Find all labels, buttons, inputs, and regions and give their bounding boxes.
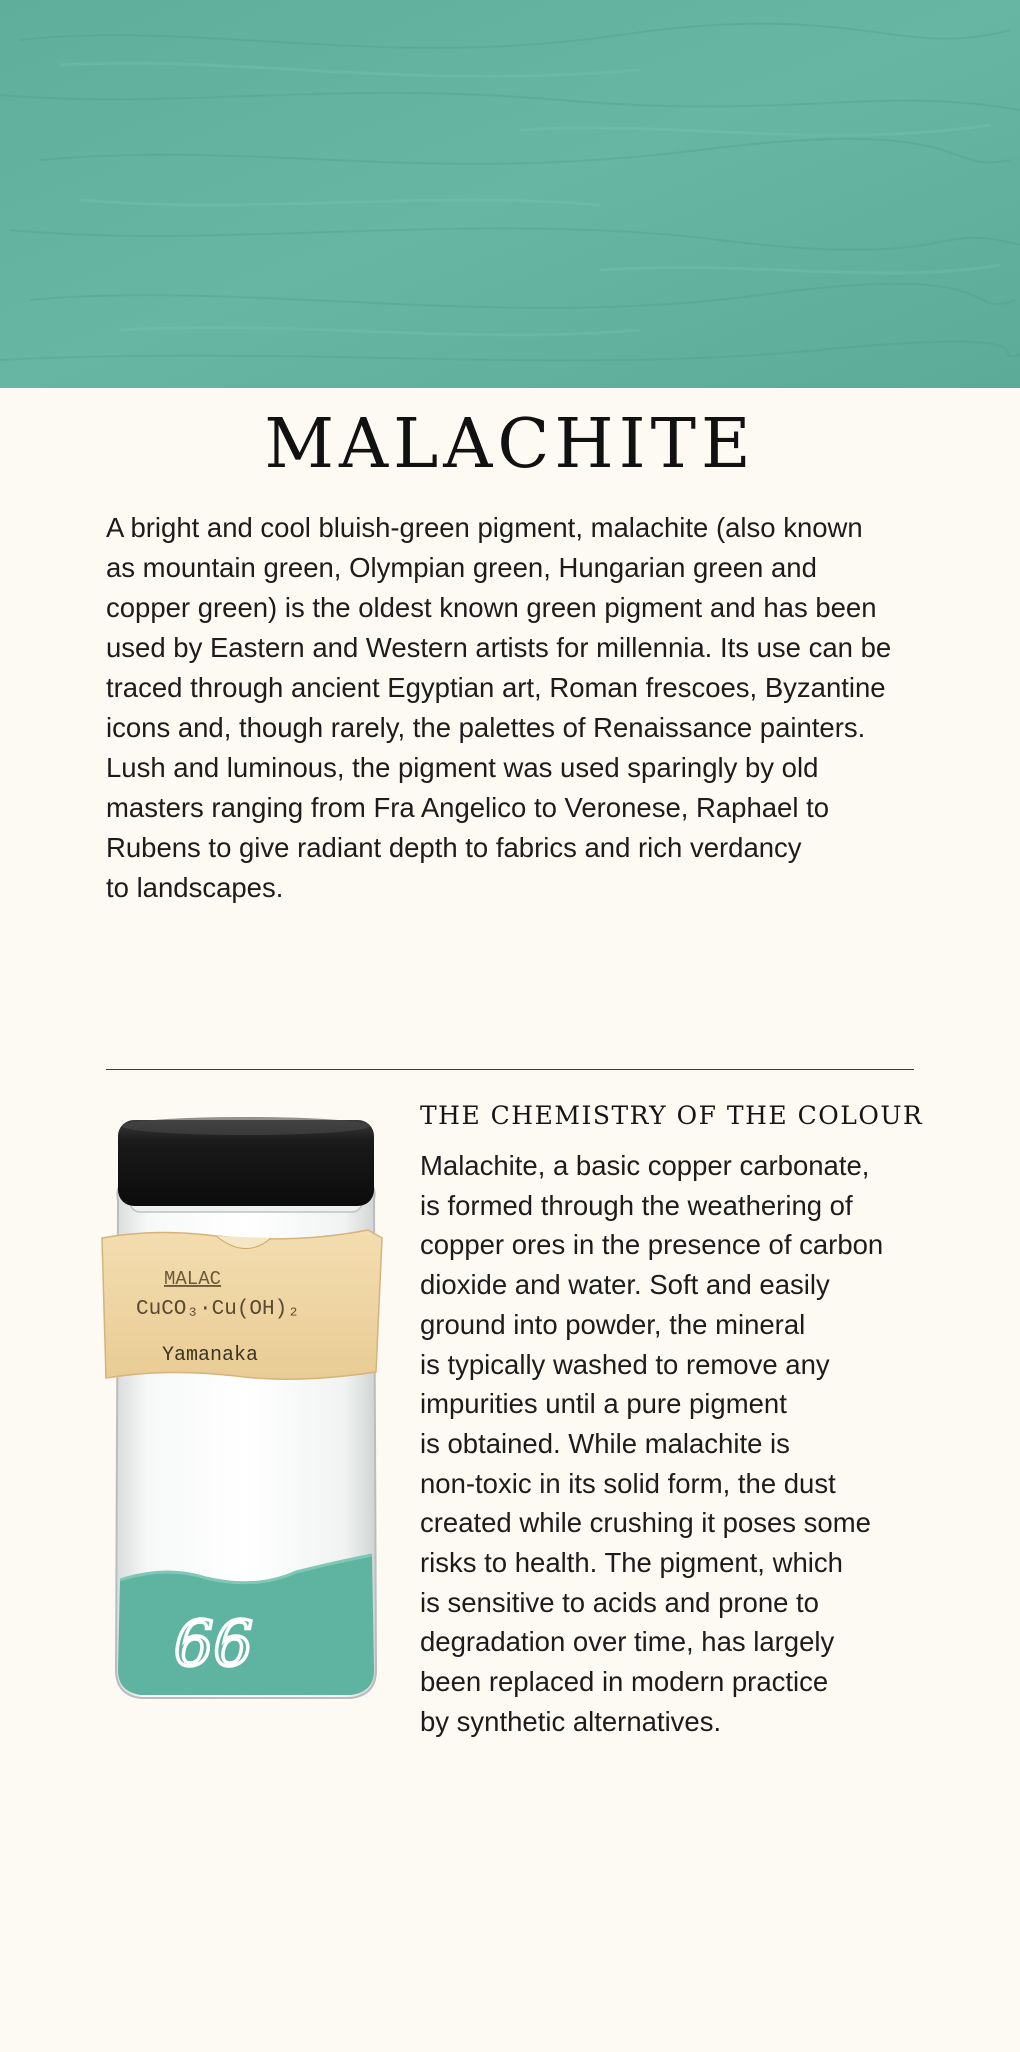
brushstroke-texture [0, 0, 1020, 388]
intro-line: icons and, though rarely, the palettes of Renaissance painters. [106, 712, 866, 743]
chemistry-paragraph [420, 1146, 920, 1742]
chemistry-line: non-toxic in its solid form, the dust [420, 1467, 836, 1499]
intro-line: copper green) is the oldest known green pigment and has been [106, 592, 877, 623]
chemistry-line: is typically washed to remove any [420, 1348, 830, 1380]
intro-line: Rubens to give radiant depth to fabrics and rich verdancy [106, 832, 802, 863]
intro-paragraph [106, 508, 918, 908]
chemistry-line: risks to health. The pigment, which [420, 1547, 843, 1579]
intro-line: to landscapes. [106, 872, 284, 903]
chemistry-line: is obtained. While malachite is [420, 1427, 790, 1459]
jar-label-text-2: CuCO₃·Cu(OH)₂ [136, 1298, 300, 1321]
jar-number: 66 [174, 1607, 253, 1680]
chemistry-line: ground into powder, the mineral [420, 1308, 806, 1340]
chemistry-line: created while crushing it poses some [420, 1507, 871, 1539]
section-heading: THE CHEMISTRY OF THE COLOUR [420, 1101, 924, 1130]
chemistry-line: dioxide and water. Soft and easily [420, 1269, 830, 1301]
jar-label-text-3: Yamanaka [162, 1344, 259, 1367]
pigment-jar-image [96, 1110, 396, 1710]
intro-line: as mountain green, Olympian green, Hungarian green and [106, 552, 817, 583]
intro-line: traced through ancient Egyptian art, Roman frescoes, Byzantine [106, 672, 886, 703]
chemistry-line: Malachite, a basic copper carbonate, [420, 1150, 870, 1181]
intro-line: A bright and cool bluish-green pigment, malachite (also known [106, 512, 863, 543]
jar-illustration [96, 1110, 396, 1710]
chemistry-line: is formed through the weathering of [420, 1189, 853, 1221]
chemistry-line: impurities until a pure pigment [420, 1388, 787, 1420]
jar-label-text-1: MALAC [164, 1268, 222, 1290]
chemistry-line: by synthetic alternatives. [420, 1705, 722, 1737]
chemistry-line: been replaced in modern practice [420, 1666, 829, 1698]
intro-line: Lush and luminous, the pigment was used sparingly by old [106, 752, 819, 783]
page-title: MALACHITE [264, 405, 756, 484]
chemistry-line: copper ores in the presence of carbon [420, 1229, 884, 1261]
chemistry-line: degradation over time, has largely [420, 1626, 835, 1658]
chemistry-line: is sensitive to acids and prone to [420, 1586, 819, 1618]
intro-line: used by Eastern and Western artists for millennia. Its use can be [106, 632, 892, 663]
intro-line: masters ranging from Fra Angelico to Veronese, Raphael to [106, 792, 830, 823]
paint-swatch [0, 0, 1020, 388]
section-divider [106, 1069, 914, 1070]
